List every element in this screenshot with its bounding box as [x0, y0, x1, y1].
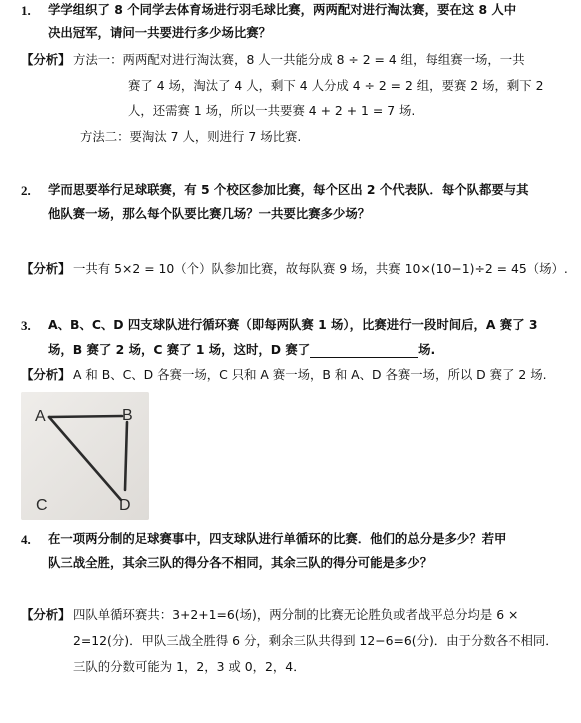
- handdrawn-team-diagram: [21, 392, 149, 520]
- diagram-label-c: C: [36, 497, 48, 514]
- problem-1-analysis-line-4: 方法二：要淘汰 7 人，则进行 7 场比赛.: [80, 129, 302, 144]
- problem-2-analysis-label: 【分析】: [21, 261, 71, 276]
- problem-2-question-line-2: 他队赛一场，那么每个队要比赛几场？一共要比赛多少场？: [48, 206, 371, 221]
- problem-3-analysis-line-1: A 和 B、C、D 各赛一场，C 只和 A 赛一场，B 和 A、D 各赛一场，所以 D 赛了 2 场.: [73, 367, 547, 382]
- edge-a-b: [49, 416, 122, 417]
- diagram-label-b: B: [122, 407, 133, 424]
- problem-4-question-line-2: 队三战全胜，其余三队的得分各不相同，其余三队的得分可能是多少？: [48, 555, 433, 570]
- problem-3-analysis-label: 【分析】: [21, 367, 71, 382]
- problem-2-number: 2.: [21, 183, 31, 198]
- problem-4-question-line-1: 在一项两分制的足球赛事中，四支球队进行单循环的比赛．他们的总分是多少？若甲: [48, 531, 507, 546]
- problem-1-number: 1.: [21, 3, 31, 18]
- problem-4-number: 4.: [21, 532, 31, 547]
- problem-3-question-line-1: A、B、C、D 四支球队进行循环赛（即每两队赛 1 场），比赛进行一段时间后，A 赛了 3: [48, 317, 538, 332]
- problem-1-analysis-line-3: 人，还需赛 1 场，所以一共要赛 4 + 2 + 1 = 7 场.: [128, 103, 416, 118]
- problem-4-analysis-label: 【分析】: [21, 607, 71, 622]
- problem-3-question-line-2: [48, 343, 435, 358]
- problem-1-question-line-2: 决出冠军，请问一共要进行多少场比赛？: [48, 25, 272, 40]
- problem-3-number: 3.: [21, 318, 31, 333]
- answer-blank: [310, 344, 418, 358]
- problem-2-question-line-1: 学而思要举行足球联赛，有 5 个校区参加比赛，每个区出 2 个代表队．每个队都要与其: [48, 182, 529, 197]
- diagram-photo: [21, 392, 149, 520]
- problem-1-analysis-line-1: 方法一：两两配对进行淘汰赛，8 人一共能分成 8 ÷ 2 = 4 组，每组赛一场，一共: [73, 52, 525, 67]
- diagram-label-d: D: [119, 497, 131, 514]
- problem-1-analysis-label: 【分析】: [21, 52, 71, 67]
- problem-4-analysis-line-3: 三队的分数可能为 1，2，3 或 0，2，4．: [73, 659, 306, 674]
- problem-4-analysis-line-1: 四队单循环赛共：3+2+1=6(场)，两分制的比赛无论胜负或者战平总分均是 6 ×: [73, 607, 519, 622]
- problem-3-question-line-2-end: 场.: [418, 342, 436, 357]
- diagram-label-a: A: [35, 408, 46, 425]
- problem-3-question-line-2-text: 场，B 赛了 2 场，C 赛了 1 场，这时，D 赛了: [48, 342, 311, 357]
- problem-1-question-line-1: 学学组织了 8 个同学去体育场进行羽毛球比赛，两两配对进行淘汰赛，要在这 8 人中: [48, 2, 517, 17]
- problem-2-analysis-line-1: 一共有 5×2 = 10（个）队参加比赛，故每队赛 9 场，共赛 10×(10−1)÷2 = 45（场）.: [73, 261, 568, 276]
- problem-1-analysis-line-2: 赛了 4 场，淘汰了 4 人，剩下 4 人分成 4 ÷ 2 = 2 组，要赛 2 场，剩下 2: [128, 78, 544, 93]
- problem-4-analysis-line-2: 2=12(分)．甲队三战全胜得 6 分，剩余三队共得到 12−6=6(分)．由于分数各不相同．: [73, 633, 558, 648]
